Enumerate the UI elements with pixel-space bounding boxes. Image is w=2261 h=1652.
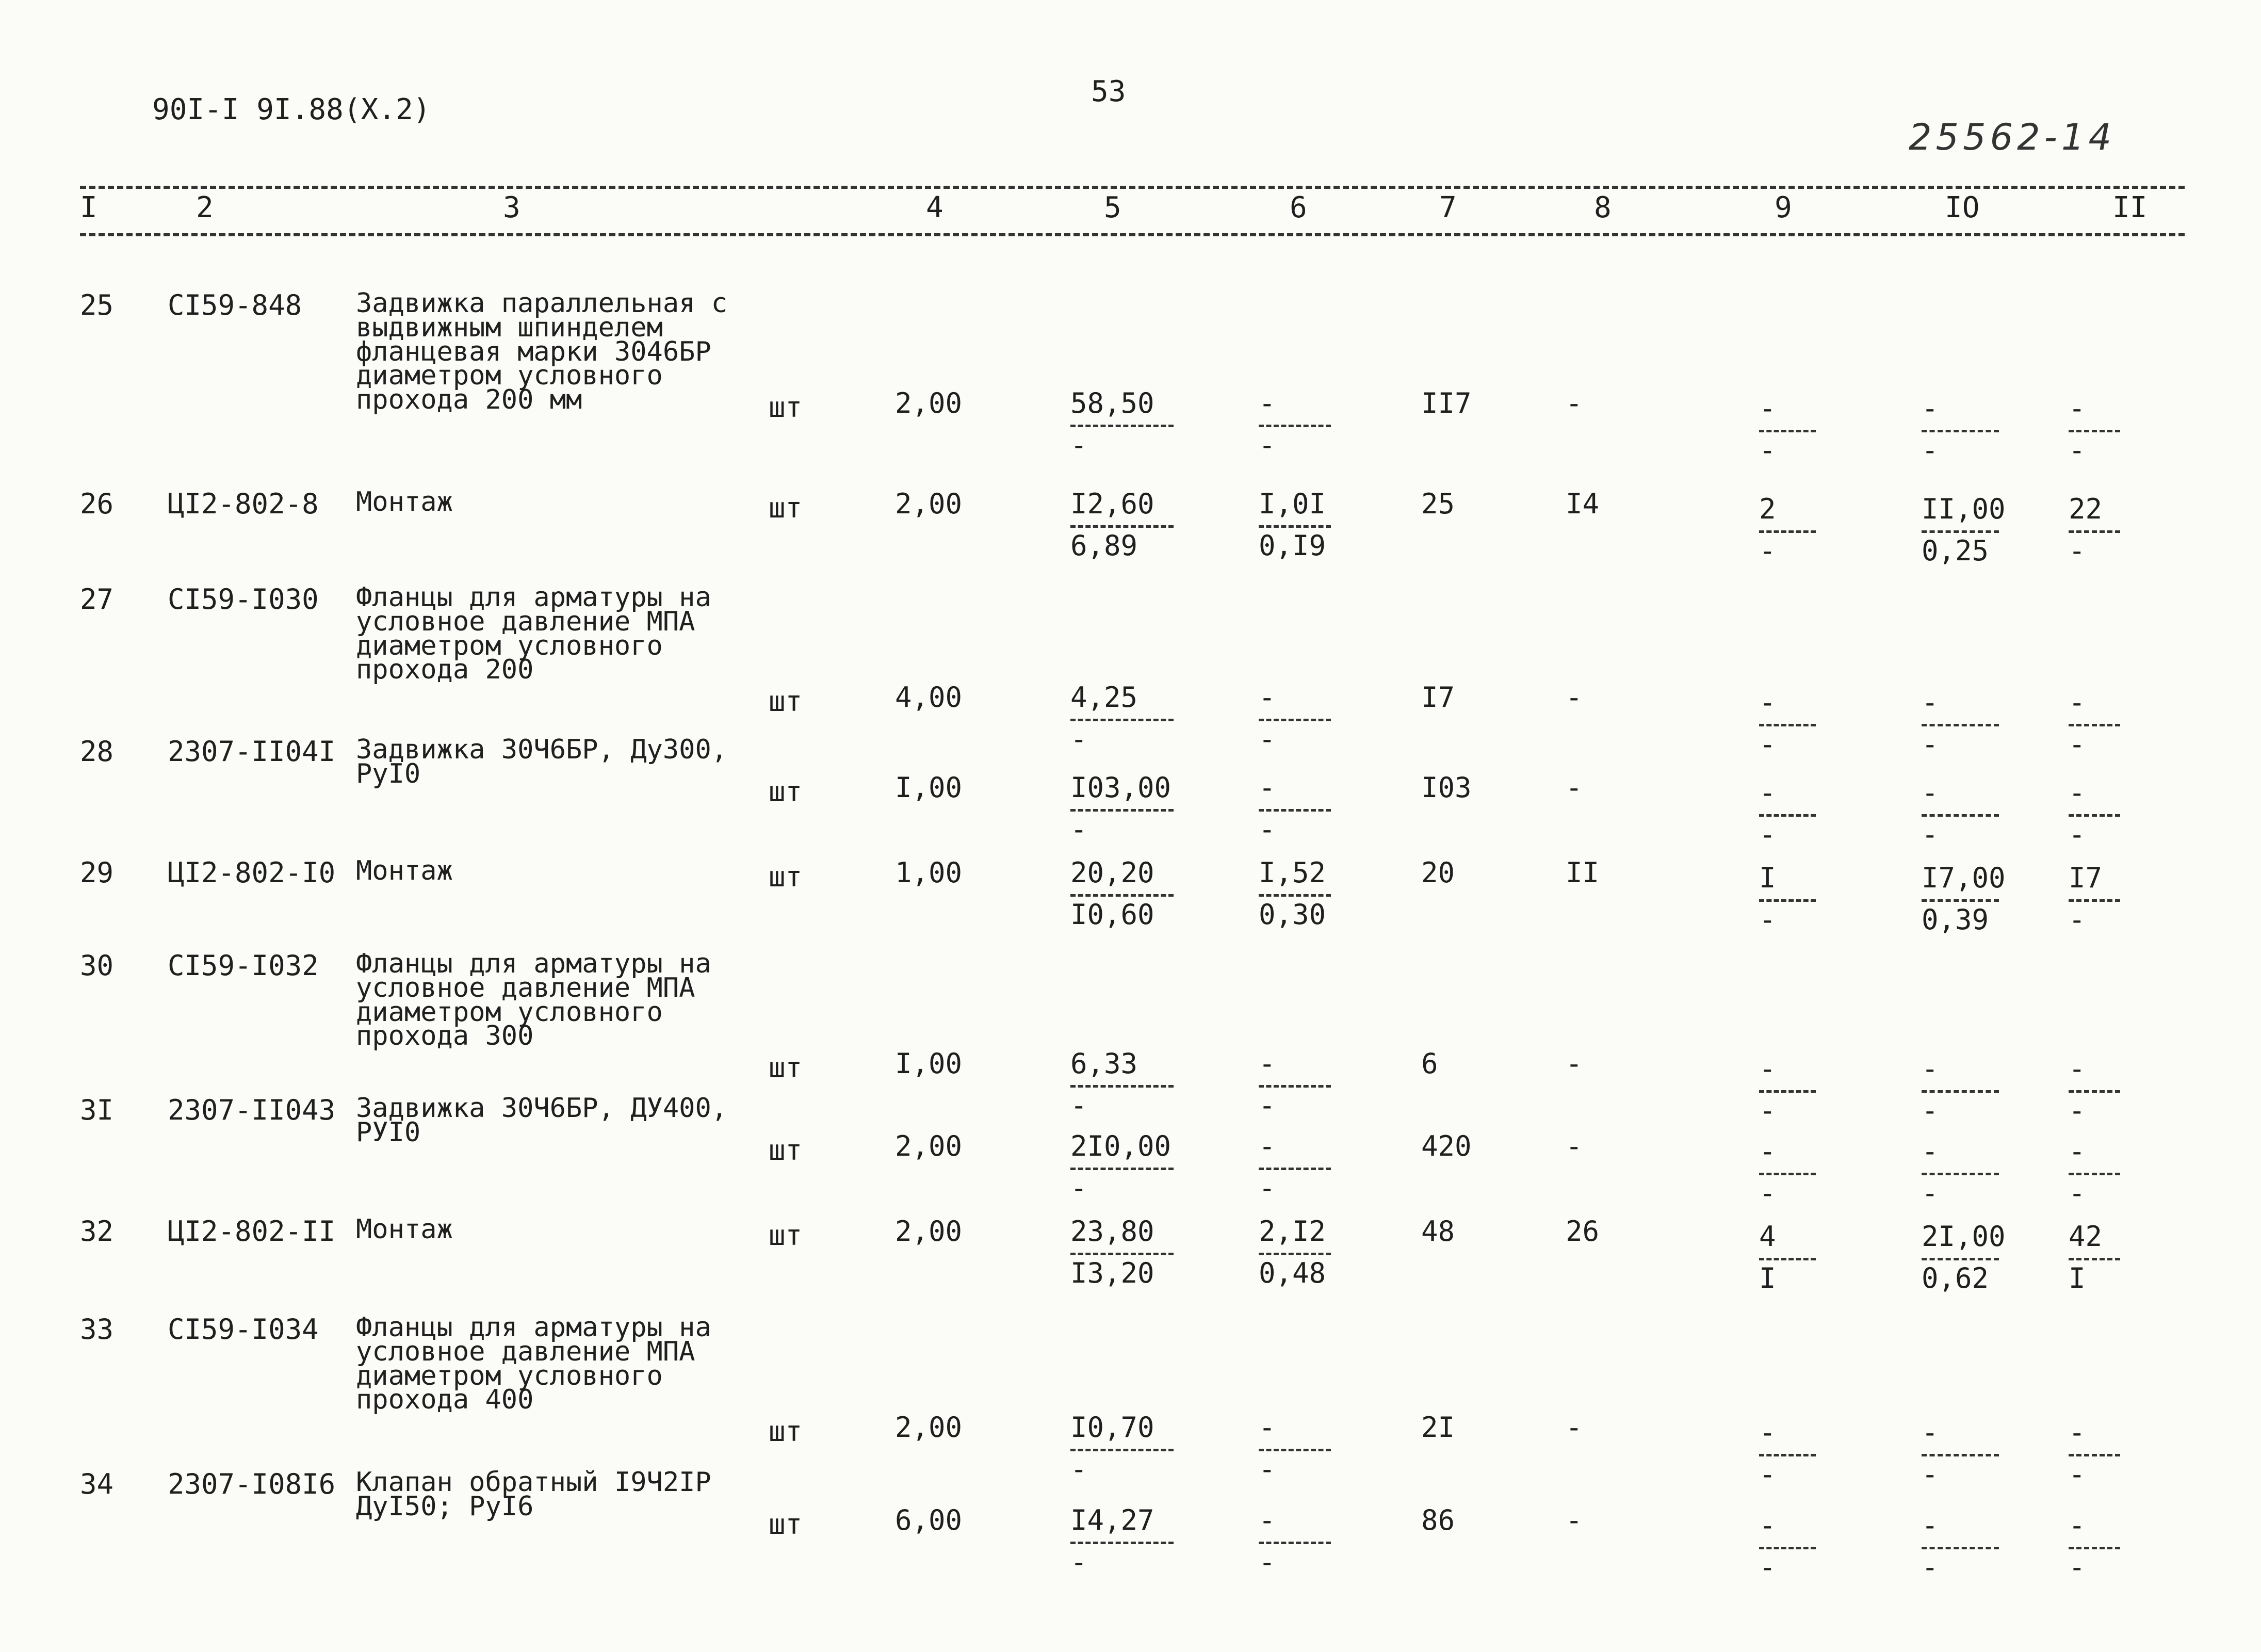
unit-wage-denominator: - <box>1259 723 1276 755</box>
unit-cost-divider <box>1070 425 1174 427</box>
unit-cost-denominator: - <box>1070 813 1087 846</box>
item-code: 2307-II04I <box>168 735 336 768</box>
unit-wage-divider <box>1259 525 1331 528</box>
total-cost: 25 <box>1421 488 1455 520</box>
total-hours-denominator: - <box>2069 818 2086 851</box>
item-code: ЦI2-802-8 <box>168 488 319 520</box>
item-description: Задвижка 30Ч6БР, ДУ400, РУI0 <box>356 1093 728 1148</box>
labor-hours-divider <box>1922 1454 1999 1456</box>
unit-cost <box>1070 1504 1174 1580</box>
unit-wage-numerator: - <box>1259 771 1276 804</box>
unit-wage-numerator: - <box>1259 681 1276 714</box>
total-hours-numerator: - <box>2069 686 2086 719</box>
row-number: 33 <box>80 1313 114 1346</box>
unit-wage-divider <box>1259 1085 1331 1088</box>
machine-cost-divider <box>1759 1454 1816 1456</box>
labor-hours-denominator: - <box>1922 1458 1939 1491</box>
machine-cost <box>1759 1220 1816 1297</box>
labor-hours-divider <box>1922 899 1999 902</box>
unit-wage-numerator: - <box>1259 387 1276 419</box>
machine-cost-denominator: - <box>1759 818 1776 851</box>
unit: шт <box>769 391 803 424</box>
labor-hours <box>1922 862 2006 938</box>
total-hours-divider <box>2069 1258 2120 1260</box>
item-code: CI59-848 <box>168 289 302 321</box>
unit-wage-divider <box>1259 894 1331 897</box>
unit-cost-denominator: 6,89 <box>1070 529 1138 562</box>
column-number-4: 4 <box>926 191 944 224</box>
total-hours <box>2069 1220 2120 1297</box>
total-wage: - <box>1566 771 1583 804</box>
total-hours-divider <box>2069 724 2120 726</box>
row-number: 27 <box>80 583 114 616</box>
total-wage: - <box>1566 1047 1583 1080</box>
quantity: I,00 <box>895 771 963 804</box>
unit-cost <box>1070 771 1174 848</box>
total-hours <box>2069 392 2120 468</box>
total-cost: II7 <box>1421 387 1472 419</box>
machine-cost-denominator: - <box>1759 728 1776 760</box>
quantity: I,00 <box>895 1047 963 1080</box>
unit-wage <box>1259 1132 1331 1206</box>
total-hours-denominator: - <box>2069 728 2086 760</box>
unit-wage-numerator: - <box>1259 1047 1276 1080</box>
unit-wage <box>1259 856 1331 933</box>
unit-wage-numerator: I,0I <box>1259 488 1326 520</box>
unit-cost-denominator: I0,60 <box>1070 898 1154 931</box>
row-number: 26 <box>80 488 114 520</box>
unit-cost-numerator: 6,33 <box>1070 1047 1138 1080</box>
unit-cost <box>1070 490 1174 564</box>
unit-wage-denominator: - <box>1259 429 1276 461</box>
unit-wage <box>1259 1215 1331 1291</box>
total-hours <box>2069 1509 2120 1585</box>
machine-cost-denominator: - <box>1759 1458 1776 1491</box>
machine-cost-numerator: 4 <box>1759 1220 1776 1253</box>
total-wage: 26 <box>1566 1215 1600 1248</box>
machine-cost-denominator: - <box>1759 1177 1776 1209</box>
unit: шт <box>769 1415 803 1448</box>
column-number-6: 6 <box>1290 191 1307 224</box>
unit-cost-numerator: 4,25 <box>1070 681 1138 714</box>
sheet-number: 25562-14 <box>1909 116 2116 158</box>
table-row <box>0 1467 2261 1594</box>
total-hours-denominator: - <box>2069 434 2086 466</box>
unit-cost-numerator: 58,50 <box>1070 387 1154 419</box>
total-hours-denominator: - <box>2069 1551 2086 1583</box>
total-cost: I03 <box>1421 771 1472 804</box>
machine-cost-denominator: - <box>1759 1094 1776 1127</box>
machine-cost-numerator: - <box>1759 776 1776 809</box>
unit-cost-denominator: - <box>1070 1453 1087 1485</box>
unit-wage-denominator: - <box>1259 1453 1276 1485</box>
labor-hours-denominator: - <box>1922 818 1939 851</box>
labor-hours-divider <box>1922 724 1999 726</box>
labor-hours-numerator: - <box>1922 776 1939 809</box>
total-wage: - <box>1566 387 1583 419</box>
total-hours <box>2069 1135 2120 1211</box>
page-number: 53 <box>1091 75 1126 108</box>
unit: шт <box>769 1051 803 1084</box>
total-hours-numerator: - <box>2069 776 2086 809</box>
machine-cost-numerator: 2 <box>1759 493 1776 525</box>
labor-hours-denominator: - <box>1922 1094 1939 1127</box>
unit-cost-numerator: 20,20 <box>1070 856 1154 889</box>
unit-cost-divider <box>1070 525 1174 528</box>
item-description: Клапан обратный I9Ч2IР ДуI50; РуI6 <box>356 1467 711 1522</box>
unit-cost-divider <box>1070 719 1174 721</box>
unit: шт <box>769 492 803 524</box>
unit-wage <box>1259 771 1331 848</box>
total-hours-denominator: I <box>2069 1262 2086 1294</box>
total-wage: - <box>1566 1411 1583 1444</box>
labor-hours-divider <box>1922 530 1999 533</box>
total-hours-numerator: - <box>2069 1509 2086 1542</box>
total-hours-denominator: - <box>2069 1177 2086 1209</box>
column-number-3: 3 <box>503 191 520 224</box>
item-description: Задвижка 30Ч6БР, Ду300, РуI0 <box>356 734 728 789</box>
unit-cost-divider <box>1070 1085 1174 1088</box>
total-wage: - <box>1566 1504 1583 1536</box>
unit-cost-numerator: 23,80 <box>1070 1215 1154 1248</box>
document-code: 90I-I 9I.88(X.2) <box>152 93 431 126</box>
row-number: 25 <box>80 289 114 321</box>
unit-cost-numerator: I0,70 <box>1070 1411 1154 1444</box>
column-number-11: II <box>2112 191 2148 224</box>
unit: шт <box>769 1219 803 1252</box>
total-hours-numerator: - <box>2069 1135 2086 1168</box>
column-number-5: 5 <box>1104 191 1121 224</box>
machine-cost-divider <box>1759 430 1816 432</box>
labor-hours-numerator: - <box>1922 686 1939 719</box>
labor-hours-numerator: - <box>1922 1135 1939 1168</box>
unit-wage-numerator: - <box>1259 1130 1276 1162</box>
labor-hours-numerator: - <box>1922 1416 1939 1449</box>
total-hours-denominator: - <box>2069 1094 2086 1127</box>
machine-cost-numerator: - <box>1759 392 1776 425</box>
machine-cost-divider <box>1759 814 1816 817</box>
unit-wage-denominator: 0,48 <box>1259 1257 1326 1289</box>
unit-cost-numerator: 2I0,00 <box>1070 1130 1172 1162</box>
labor-hours <box>1922 1220 2006 1297</box>
unit-wage-divider <box>1259 809 1331 812</box>
unit-wage-numerator: - <box>1259 1411 1276 1444</box>
unit: шт <box>769 1508 803 1541</box>
machine-cost <box>1759 495 1816 569</box>
machine-cost-numerator: I <box>1759 862 1776 894</box>
item-code: CI59-I030 <box>168 583 319 616</box>
labor-hours-divider <box>1922 1173 1999 1175</box>
labor-hours-denominator: 0,25 <box>1922 535 1989 567</box>
unit-wage-divider <box>1259 1542 1331 1544</box>
machine-cost-denominator: - <box>1759 903 1776 936</box>
item-description: Монтаж <box>356 487 453 517</box>
total-hours-divider <box>2069 1090 2120 1093</box>
labor-hours-denominator: - <box>1922 1551 1939 1583</box>
quantity: 4,00 <box>895 681 963 714</box>
total-hours-denominator: - <box>2069 535 2086 567</box>
unit-wage-denominator: 0,I9 <box>1259 529 1326 562</box>
unit-cost <box>1070 387 1174 463</box>
total-hours-numerator: - <box>2069 1416 2086 1449</box>
column-number-9: 9 <box>1775 191 1792 224</box>
quantity: 2,00 <box>895 387 963 419</box>
labor-hours-numerator: - <box>1922 1509 1939 1542</box>
unit-wage-denominator: - <box>1259 813 1276 846</box>
item-description: Фланцы для арматуры на условное давление МПА диаметром условного прохода 400 <box>356 1312 711 1416</box>
column-number-2: 2 <box>196 191 214 224</box>
machine-cost-denominator: - <box>1759 434 1776 466</box>
item-description: Фланцы для арматуры на условное давление МПА диаметром условного прохода 200 <box>356 582 711 686</box>
machine-cost-denominator: - <box>1759 535 1776 567</box>
row-number: 34 <box>80 1468 114 1500</box>
unit-cost-denominator: - <box>1070 1546 1087 1578</box>
unit-cost-divider <box>1070 1253 1174 1255</box>
machine-cost-divider <box>1759 899 1816 902</box>
unit-cost-denominator: - <box>1070 429 1087 461</box>
unit-wage-divider <box>1259 719 1331 721</box>
labor-hours-denominator: - <box>1922 434 1939 466</box>
unit: шт <box>769 775 803 808</box>
machine-cost-divider <box>1759 724 1816 726</box>
labor-hours-denominator: 0,39 <box>1922 903 1989 936</box>
unit-cost-divider <box>1070 809 1174 812</box>
unit-cost-denominator: - <box>1070 723 1087 755</box>
total-hours <box>2069 495 2120 569</box>
unit-cost-denominator: - <box>1070 1172 1087 1204</box>
machine-cost <box>1759 864 1816 938</box>
machine-cost-divider <box>1759 1547 1816 1549</box>
row-number: 30 <box>80 949 114 982</box>
column-number-8: 8 <box>1594 191 1612 224</box>
unit-wage-denominator: 0,30 <box>1259 898 1326 931</box>
item-code: 2307-II043 <box>168 1094 336 1126</box>
unit: шт <box>769 1134 803 1167</box>
machine-cost-numerator: - <box>1759 1052 1776 1085</box>
total-hours-divider <box>2069 1454 2120 1456</box>
labor-hours-divider <box>1922 430 1999 432</box>
machine-cost <box>1759 1135 1816 1211</box>
total-cost: 6 <box>1421 1047 1438 1080</box>
unit-cost-numerator: I2,60 <box>1070 488 1154 520</box>
unit-wage-numerator: I,52 <box>1259 856 1326 889</box>
unit-cost <box>1070 1215 1174 1291</box>
labor-hours <box>1922 776 1999 853</box>
labor-hours-numerator: - <box>1922 392 1939 425</box>
total-hours-divider <box>2069 1547 2120 1549</box>
unit-cost <box>1070 856 1174 933</box>
row-number: 3I <box>80 1094 114 1126</box>
machine-cost <box>1759 392 1816 468</box>
quantity: 1,00 <box>895 856 963 889</box>
labor-hours-denominator: - <box>1922 728 1939 760</box>
item-code: CI59-I034 <box>168 1313 319 1346</box>
machine-cost-denominator: - <box>1759 1551 1776 1583</box>
labor-hours-numerator: I7,00 <box>1922 862 2006 894</box>
table-row <box>0 288 2261 466</box>
quantity: 2,00 <box>895 1411 963 1444</box>
quantity: 6,00 <box>895 1504 963 1536</box>
machine-cost-divider <box>1759 1258 1816 1260</box>
unit-cost-divider <box>1070 1449 1174 1451</box>
machine-cost <box>1759 1509 1816 1585</box>
unit-wage <box>1259 387 1331 463</box>
machine-cost-numerator: - <box>1759 1509 1776 1542</box>
unit-wage <box>1259 1504 1331 1580</box>
table-row <box>0 1093 2261 1220</box>
total-hours-divider <box>2069 530 2120 533</box>
item-code: 2307-I08I6 <box>168 1468 336 1500</box>
labor-hours <box>1922 1135 1999 1211</box>
total-hours-numerator: 22 <box>2069 493 2103 525</box>
unit-cost-numerator: I4,27 <box>1070 1504 1154 1536</box>
unit: шт <box>769 685 803 718</box>
labor-hours-numerator: 2I,00 <box>1922 1220 2006 1253</box>
unit-cost <box>1070 1132 1174 1206</box>
machine-cost-numerator: - <box>1759 686 1776 719</box>
quantity: 2,00 <box>895 1130 963 1162</box>
labor-hours <box>1922 1509 1999 1585</box>
unit-cost-divider <box>1070 894 1174 897</box>
header-rule-top <box>80 186 2185 189</box>
total-hours-numerator: - <box>2069 392 2086 425</box>
total-wage: II <box>1566 856 1600 889</box>
item-description: Монтаж <box>356 1214 453 1245</box>
total-hours-divider <box>2069 814 2120 817</box>
unit-wage-numerator: 2,I2 <box>1259 1215 1326 1248</box>
unit-wage <box>1259 490 1331 564</box>
labor-hours-denominator: 0,62 <box>1922 1262 1989 1294</box>
header-rule-bottom <box>80 233 2185 236</box>
row-number: 29 <box>80 856 114 889</box>
machine-cost-numerator: - <box>1759 1416 1776 1449</box>
total-hours-denominator: - <box>2069 903 2086 936</box>
item-code: ЦI2-802-I0 <box>168 856 336 889</box>
unit-cost-numerator: I03,00 <box>1070 771 1172 804</box>
total-wage: - <box>1566 1130 1583 1162</box>
total-hours <box>2069 776 2120 853</box>
column-number-10: IO <box>1945 191 1980 224</box>
item-description: Фланцы для арматуры на условное давление МПА диаметром условного прохода 300 <box>356 948 711 1052</box>
item-code: CI59-I032 <box>168 949 319 982</box>
labor-hours-numerator: - <box>1922 1052 1939 1085</box>
unit-wage-numerator: - <box>1259 1504 1276 1536</box>
labor-hours-denominator: - <box>1922 1177 1939 1209</box>
total-hours-numerator: 42 <box>2069 1220 2103 1253</box>
total-hours-numerator: - <box>2069 1052 2086 1085</box>
row-number: 32 <box>80 1215 114 1248</box>
total-cost: 2I <box>1421 1411 1455 1444</box>
total-cost: 86 <box>1421 1504 1455 1536</box>
machine-cost-numerator: - <box>1759 1135 1776 1168</box>
table-row <box>0 734 2261 862</box>
total-hours-divider <box>2069 1173 2120 1175</box>
total-wage: I4 <box>1566 488 1600 520</box>
machine-cost <box>1759 776 1816 853</box>
total-cost: 420 <box>1421 1130 1472 1162</box>
quantity: 2,00 <box>895 1215 963 1248</box>
unit-cost-denominator: - <box>1070 1089 1087 1122</box>
unit-wage-divider <box>1259 1168 1331 1170</box>
labor-hours-divider <box>1922 1547 1999 1549</box>
quantity: 2,00 <box>895 488 963 520</box>
item-code: ЦI2-802-II <box>168 1215 336 1248</box>
unit-wage-denominator: - <box>1259 1172 1276 1204</box>
total-hours <box>2069 864 2120 938</box>
machine-cost-denominator: I <box>1759 1262 1776 1294</box>
machine-cost-divider <box>1759 1090 1816 1093</box>
total-hours-numerator: I7 <box>2069 862 2103 894</box>
unit-wage-denominator: - <box>1259 1089 1276 1122</box>
unit-cost-denominator: I3,20 <box>1070 1257 1154 1289</box>
total-hours-divider <box>2069 899 2120 902</box>
labor-hours-divider <box>1922 1258 1999 1260</box>
total-hours-denominator: - <box>2069 1458 2086 1491</box>
total-cost: I7 <box>1421 681 1455 714</box>
unit-cost-divider <box>1070 1168 1174 1170</box>
item-description: Монтаж <box>356 855 453 886</box>
labor-hours <box>1922 493 2006 569</box>
column-number-7: 7 <box>1439 191 1457 224</box>
total-cost: 20 <box>1421 856 1455 889</box>
labor-hours <box>1922 392 1999 468</box>
column-number-1: I <box>80 191 97 224</box>
machine-cost-divider <box>1759 1173 1816 1175</box>
total-wage: - <box>1566 681 1583 714</box>
labor-hours-divider <box>1922 814 1999 817</box>
total-cost: 48 <box>1421 1215 1455 1248</box>
unit: шт <box>769 861 803 893</box>
unit-wage-divider <box>1259 425 1331 427</box>
unit-wage-divider <box>1259 1253 1331 1255</box>
unit-cost-divider <box>1070 1542 1174 1544</box>
row-number: 28 <box>80 735 114 768</box>
item-description: Задвижка параллельная с выдвижным шпинделем фланцевая марки 3046БР диаметром условного прохода 200 мм <box>356 288 728 416</box>
machine-cost-divider <box>1759 530 1816 533</box>
labor-hours-divider <box>1922 1090 1999 1093</box>
labor-hours-numerator: II,00 <box>1922 493 2006 525</box>
unit-wage-divider <box>1259 1449 1331 1451</box>
total-hours-divider <box>2069 430 2120 432</box>
unit-wage-denominator: - <box>1259 1546 1276 1578</box>
